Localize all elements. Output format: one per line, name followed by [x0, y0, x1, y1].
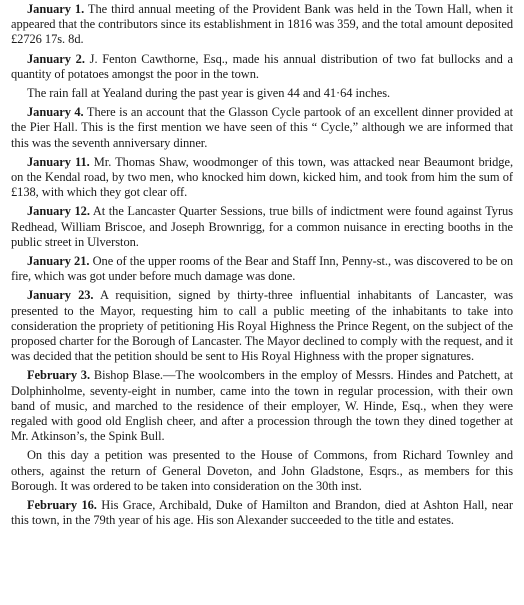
- entry-date: January 23.: [27, 288, 94, 303]
- entry-quarter-sessions: [11, 204, 513, 250]
- entry-duke-of-hamilton: [11, 498, 513, 528]
- entry-text: J. Fenton Cawthorne, Esq., made his annual distribution of two fat bullocks and a quantity of potatoes amongst the poor in the town.: [11, 51, 513, 81]
- entry-text: The third annual meeting of the Provident Bank was held in the Town Hall, when it appeared that the contributors since its establishment in 1816 was 359, and the total amount deposited £2726 17s. 8d.: [11, 2, 513, 47]
- entry-text: His Grace, Archibald, Duke of Hamilton and Brandon, died at Ashton Hall, near this town, in the 79th year of his age. His son Alexander succeeded to the title and estates.: [11, 498, 513, 528]
- entry-date: January 11.: [27, 154, 90, 169]
- entry-thomas-shaw: [11, 155, 513, 201]
- entry-text: Mr. Thomas Shaw, woodmonger of this town, was attacked near Beaumont bridge, on the Kendal road, by two men, who knocked him down, kicked him, and took from him the sum of £138, with which they got clear off.: [11, 154, 514, 200]
- entry-text: At the Lancaster Quarter Sessions, true bills of indictment were found against Tyrus Redhead, William Briscoe, and Joseph Brownrigg, for a common nuisance in erecting booths in the public street in Ulverston.: [11, 204, 514, 249]
- entry-date: February 16.: [27, 498, 97, 513]
- entry-date: January 2.: [27, 51, 85, 66]
- entry-date: January 1.: [27, 2, 85, 16]
- entry-date: January 21.: [27, 254, 90, 269]
- entry-text: One of the upper rooms of the Bear and Staff Inn, Penny-st., was discovered to be on fire, which was got under before much damage was done.: [11, 254, 513, 284]
- entry-provident-bank: [11, 2, 513, 48]
- entry-text: There is an account that the Glasson Cycle partook of an excellent dinner provided at the Pier Hall. This is the first mention we have seen of this “ Cycle,” although we are informed that this was the seventh anniversary dinner.: [11, 105, 513, 150]
- entry-bishop-blase: [11, 368, 513, 444]
- entry-glasson-cycle: [11, 105, 513, 151]
- entry-bear-and-staff-fire: [11, 254, 513, 284]
- entry-text: Bishop Blase.—The woolcombers in the employ of Messrs. Hindes and Patchett, at Dolphinholme, seventy-eight in number, came into the town in regular procession, with their own band of music, and marched to the residence of their employer, W. Hinde, Esq., when they were regaled with good old English cheer, and after a procession through the town they dined together at Mr. Atkinson’s, the Spink Bull.: [11, 368, 514, 444]
- entry-requisition: [11, 288, 513, 364]
- entry-text: On this day a petition was presented to the House of Commons, from Richard Townley and others, against the return of General Doveton, and John Gladstone, Esqrs., as members for this Borough. It was ordered to be taken into consideration on the 30th inst.: [11, 448, 513, 493]
- entry-date: February 3.: [27, 368, 91, 383]
- entry-rainfall: [11, 86, 513, 101]
- entry-text: A requisition, signed by thirty-three influential inhabitants of Lancaster, was presented to the Mayor, requesting him to call a public meeting of the inhabitants to take into consideration the propriety of petitioning His Royal Highness the Prince Regent, on the subject of the proposed charter for the Borough of Lancaster. The Mayor declined to comply with the request, and it was decided that the petition should be sent to His Royal Highness with the proper signatures.: [11, 288, 513, 364]
- entry-date: January 4.: [27, 105, 84, 120]
- entry-date: January 12.: [27, 204, 90, 219]
- entry-petition: [11, 448, 513, 494]
- entry-text: The rain fall at Yealand during the past year is given 44 and 41·64 inches.: [27, 86, 391, 101]
- entry-cawthorne-distribution: [11, 52, 513, 82]
